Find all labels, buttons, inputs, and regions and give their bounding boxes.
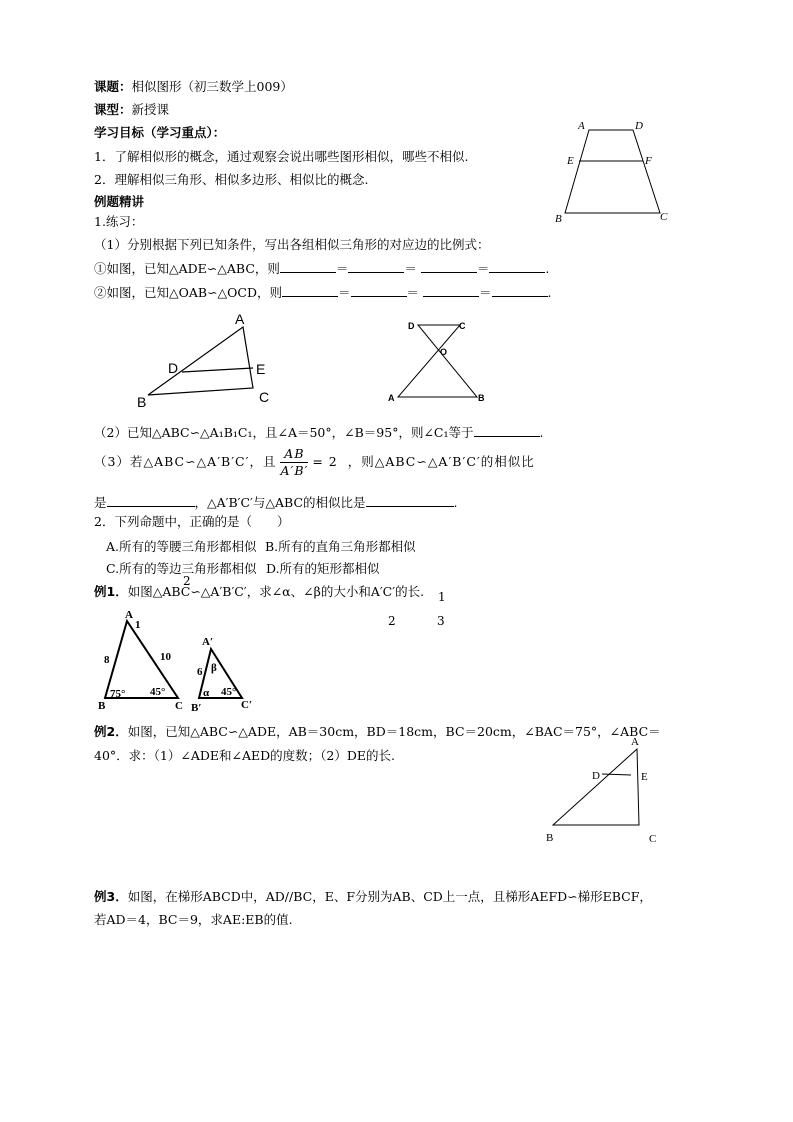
option-d: D.所有的矩形都相似 xyxy=(266,561,380,576)
label-angle-c: 45° xyxy=(150,686,166,698)
answer-blank[interactable] xyxy=(280,260,336,273)
label-c: C xyxy=(259,389,270,405)
answer-blank[interactable] xyxy=(107,494,195,507)
label-side-ab: 8 xyxy=(104,654,110,666)
example1-text: 如图△ABC∽△A′B′C′，求∠α、∠β的大小和A′C′的长. xyxy=(127,584,425,599)
topic: 相似图形（初三数学上009） xyxy=(131,79,293,94)
q3-line2a: 是 xyxy=(94,495,107,510)
answer-blank[interactable] xyxy=(492,284,548,297)
end: . xyxy=(547,285,552,300)
answer-blank[interactable] xyxy=(474,424,540,437)
label-angle-1: 1 xyxy=(135,619,141,631)
label-side-ab-prime: 6 xyxy=(197,666,203,678)
label-a: A xyxy=(388,393,395,403)
ratio-fraction xyxy=(280,446,308,479)
label-d: D xyxy=(408,321,415,331)
example2-figure xyxy=(540,735,700,850)
q1a-text: ①如图，已知△ADE∽△ABC，则 xyxy=(94,261,280,276)
type: 新授课 xyxy=(131,102,170,117)
goal-2: 2．理解相似三角形、相似多边形、相似比的概念. xyxy=(94,172,369,187)
q3-post: ，则△ABC∽△A′B′C′的相似比 xyxy=(347,454,535,469)
answer-blank[interactable] xyxy=(366,494,454,507)
q2-text: （2）已知△ABC∽△A₁B₁C₁，且∠A＝50°，∠B＝95°，则∠C₁等于 xyxy=(94,425,474,440)
example2-line2: 40°．求：（1）∠ADE和∠AED的度数；（2）DE的长. xyxy=(94,748,395,763)
label-angle-c-prime: 45° xyxy=(221,686,237,698)
label-f: F xyxy=(645,155,652,167)
eq: ＝ xyxy=(479,285,492,300)
label-a: A xyxy=(578,120,585,132)
label-b: B xyxy=(98,700,106,712)
label-b: B xyxy=(478,393,485,403)
q3-pre: （3）若△ABC∽△A′B′C′，且 xyxy=(94,454,277,469)
topic-label: 课题： xyxy=(94,79,132,94)
label-a: A xyxy=(631,736,639,748)
label-o: O xyxy=(440,347,448,357)
label-c: C xyxy=(459,321,466,331)
example1-label: 例1． xyxy=(94,584,128,599)
label-beta: β xyxy=(211,662,217,674)
type-label: 课型： xyxy=(94,102,132,117)
triangle-oab-figure xyxy=(385,315,495,410)
eq: ＝ xyxy=(338,285,351,300)
goal-1: 1．了解相似形的概念，通过观察会说出哪些图形相似，哪些不相似. xyxy=(94,149,469,164)
answer-blank[interactable] xyxy=(348,260,404,273)
label-a-prime: A′ xyxy=(202,636,214,648)
end: . xyxy=(545,261,550,276)
label-b: B xyxy=(137,394,147,410)
answer-blank[interactable] xyxy=(421,260,477,273)
label-side-ac: 10 xyxy=(160,651,171,663)
stray-number: 2 xyxy=(388,614,396,628)
practice-q1b xyxy=(94,284,552,301)
label-alpha: α xyxy=(203,687,210,699)
label-c: C xyxy=(660,211,668,223)
label-b-prime: B′ xyxy=(191,702,202,714)
example3-label: 例3． xyxy=(94,889,128,904)
answer-blank[interactable] xyxy=(489,260,545,273)
example3 xyxy=(94,889,652,905)
label-b: B xyxy=(555,213,562,225)
q3-eq: = 2 xyxy=(312,454,338,469)
label-a: A xyxy=(235,311,245,327)
fraction-numerator: AB xyxy=(280,446,308,463)
option-b: B.所有的直角三角形都相似 xyxy=(265,539,416,554)
label-d: D xyxy=(635,120,643,132)
practice-q3 xyxy=(94,446,535,479)
example2-text: 如图，已知△ABC∽△ADE，AB＝30cm，BD＝18cm，BC＝20cm，∠BAC＝75°，∠ABC＝ xyxy=(127,724,661,739)
practice-title: 1.练习： xyxy=(94,214,144,229)
end: . xyxy=(453,495,458,510)
eq: ＝ xyxy=(476,261,490,276)
stray-number: 1 xyxy=(438,590,446,604)
eq: ＝ xyxy=(406,285,420,300)
option-c: C.所有的等边三角形都相似 xyxy=(106,561,257,576)
label-e: E xyxy=(567,155,574,167)
fraction-denominator: A′B′ xyxy=(280,463,309,478)
q3-line2b: ，△A′B′C′与△ABC的相似比是 xyxy=(194,495,366,510)
practice-q2 xyxy=(94,424,543,441)
end: . xyxy=(539,425,544,440)
question2-stem: 2．下列命题中，正确的是（ ） xyxy=(94,514,290,529)
label-e: E xyxy=(256,361,266,377)
goals-heading: 学习目标（学习重点）： xyxy=(94,125,226,140)
eq: ＝ xyxy=(404,261,417,276)
type-line xyxy=(94,102,169,118)
example1 xyxy=(94,584,424,600)
label-angle-b: 75° xyxy=(110,688,126,700)
label-e: E xyxy=(641,771,648,783)
example3-text: 如图，在梯形ABCD中，AD//BC，E、F分别为AB、CD上一点，且梯形AEFD∽梯形EBCF， xyxy=(127,889,652,904)
answer-blank[interactable] xyxy=(351,284,407,297)
stray-number: 2 xyxy=(183,574,191,588)
trapezoid-figure xyxy=(550,118,680,228)
practice-q1a xyxy=(94,260,549,277)
example2-label: 例2． xyxy=(94,724,128,739)
triangle-ade-figure xyxy=(135,310,285,410)
q1b-text: ②如图，已知△OAB∽△OCD，则 xyxy=(94,285,282,300)
answer-blank[interactable] xyxy=(423,284,479,297)
label-d: D xyxy=(592,770,600,782)
label-c: C xyxy=(649,833,657,845)
section-heading: 例题精讲 xyxy=(94,194,145,209)
label-a: A xyxy=(125,609,133,621)
eq: ＝ xyxy=(335,261,349,276)
practice-q1: （1）分别根据下列已知条件，写出各组相似三角形的对应边的比例式： xyxy=(94,237,490,252)
practice-q3-line2 xyxy=(94,494,458,511)
label-c-prime: C′ xyxy=(241,699,253,711)
label-c: C xyxy=(175,700,183,712)
option-a: A.所有的等腰三角形都相似 xyxy=(106,539,257,554)
example3-line2: 若AD＝4，BC＝9，求AE:EB的值. xyxy=(94,912,293,927)
label-d: D xyxy=(168,360,179,376)
example1-figure xyxy=(95,610,275,715)
topic-line xyxy=(94,79,293,95)
stray-number: 3 xyxy=(437,614,445,628)
label-b: B xyxy=(546,832,554,844)
answer-blank[interactable] xyxy=(282,284,338,297)
